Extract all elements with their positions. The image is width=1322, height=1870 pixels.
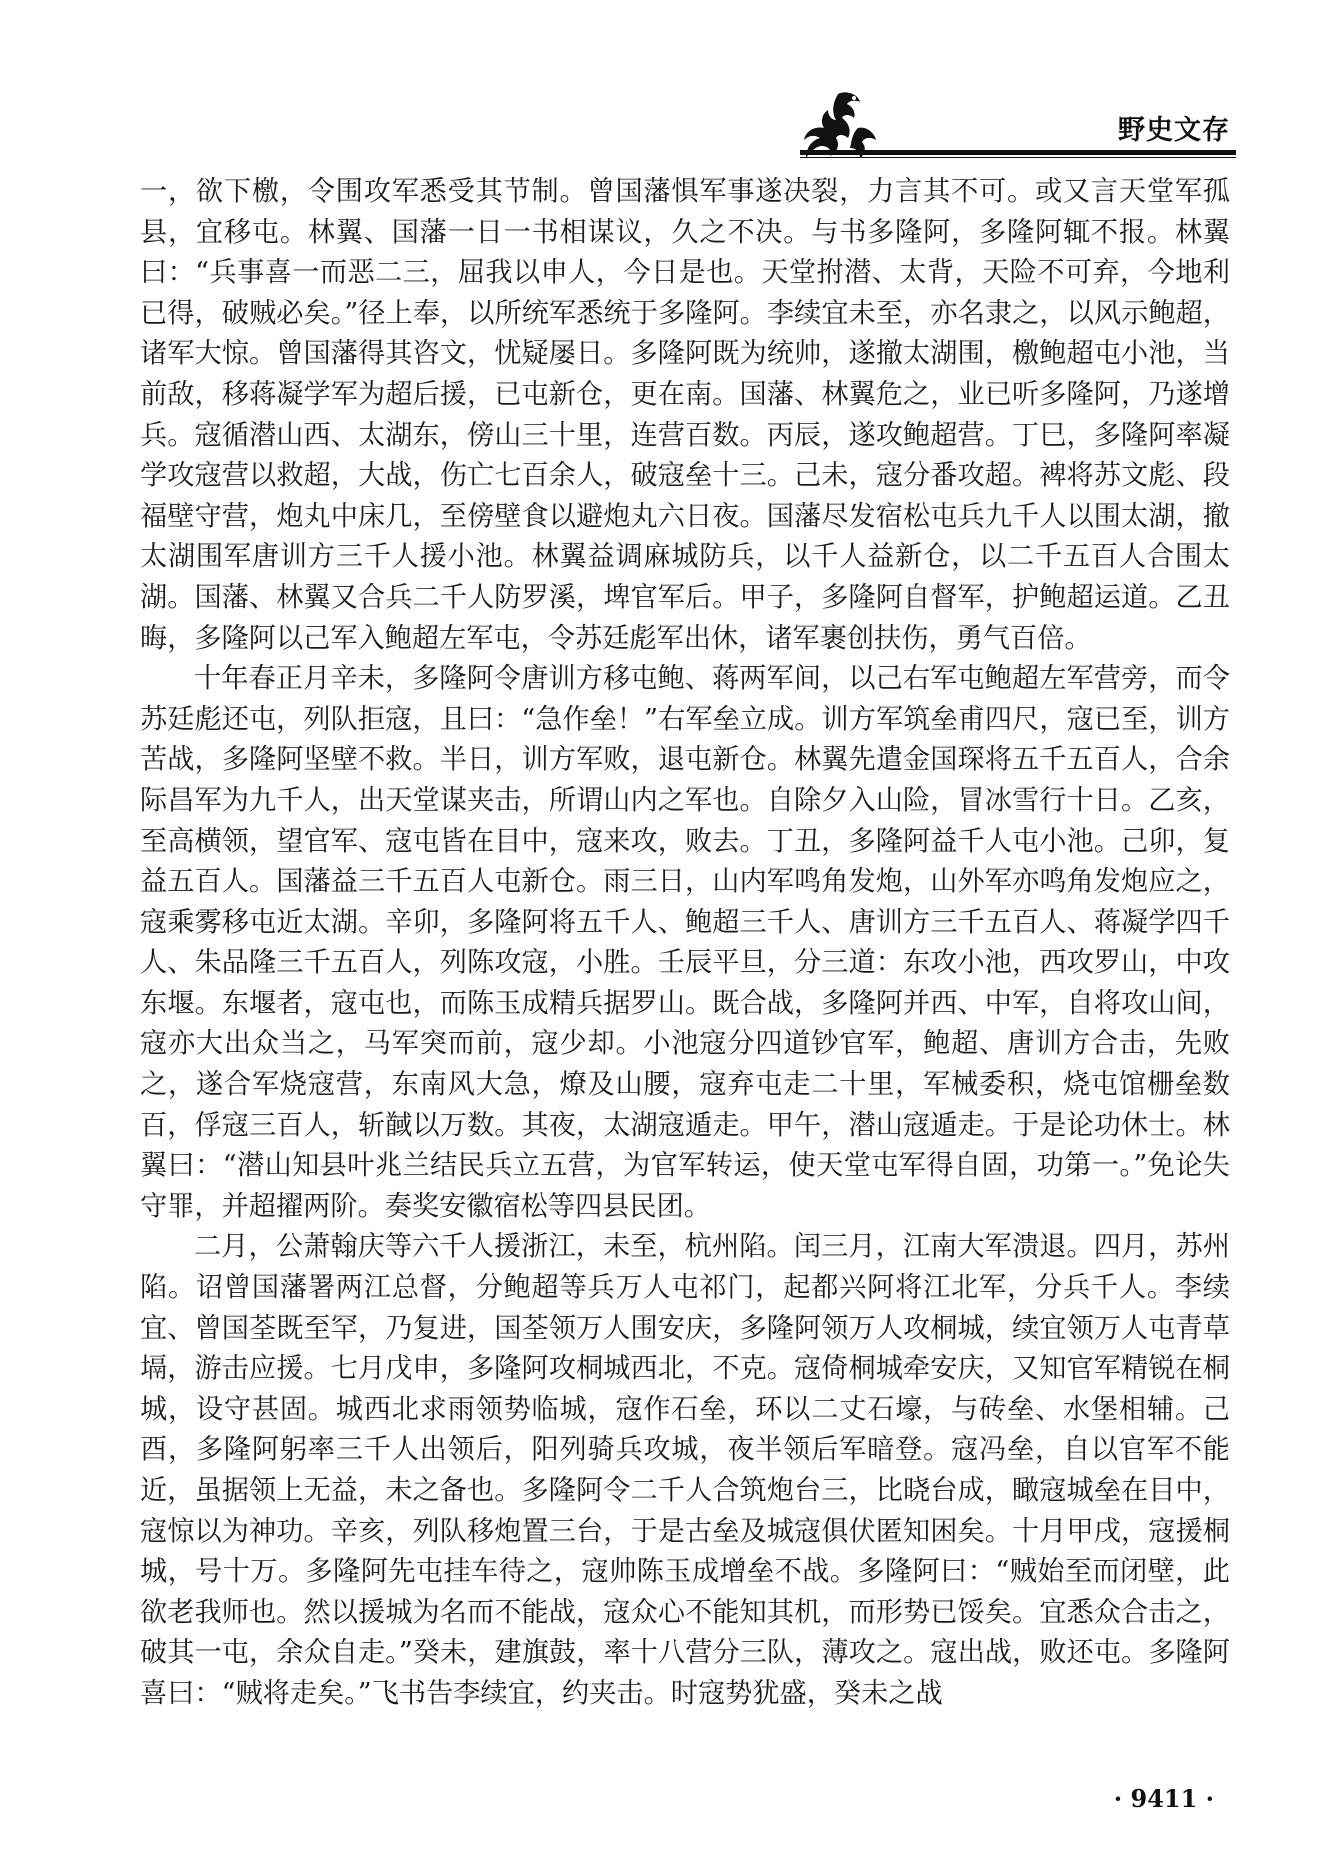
paragraph-2: 十年春正月辛未，多隆阿令唐训方移屯鲍、蒋两军间，以己右军屯鲍超左军营旁，而令苏廷彪还屯，列队拒寇，且曰：“急作垒！”右军垒立成。训方军筑垒甫四尺，寇已至，训方苦战，多隆阿坚壁不救。半日，训方军败，退屯新仓。林翼先遣金国琛将五千五百人，合余际昌军为九千人，出天堂谋夹击，所谓山内之军也。自除夕入山险，冒冰雪行十日。乙亥，至高横领，望官军、寇屯皆在目中，寇来攻，败去。丁丑，多隆阿益千人屯小池。己卯，复益五百人。国藩益三千五百人屯新仓。雨三日，山内军鸣角发炮，山外军亦鸣角发炮应之，寇乘雾移屯近太湖。辛卯，多隆阿将五千人、鲍超三千人、唐训方三千五百人、蒋凝学四千人、朱品隆三千五百人，列陈攻寇，小胜。壬辰平旦，分三道：东攻小池，西攻罗山，中攻东堰。东堰者，寇屯也，而陈玉成精兵据罗山。既合战，多隆阿并西、中军，自将攻山间，寇亦大出众当之，马军突而前，寇少却。小池寇分四道钞官军，鲍超、唐训方合击，先败之，遂合军烧寇营，东南风大急，燎及山腰，寇弃屯走二十里，军械委积，烧屯馆栅垒数百，俘寇三百人，斩馘以万数。其夜，太湖寇遁走。甲午，潜山寇遁走。于是论功休士。林翼曰：“潜山知县叶兆兰结民兵立五营，为官军转运，使天堂屯军得自固，功第一。”免论失守罪，并超擢两阶。奏奖安徽宿松等四县民团。 (140, 663, 1230, 1222)
body-text (140, 172, 1230, 1715)
paragraph-3: 二月，公萧翰庆等六千人援浙江，未至，杭州陷。闰三月，江南大军溃退。四月，苏州陷。诏曾国藩署两江总督，分鲍超等兵万人屯祁门，起都兴阿将江北军，分兵千人。李续宜、曾国荃既至罕，乃复进，国荃领万人围安庆，多隆阿领万人攻桐城，续宜领万人屯青草塥，游击应援。七月戊申，多隆阿攻桐城西北，不克。寇倚桐城牵安庆，又知官军精锐在桐城，设守甚固。城西北求雨领势临城，寇作石垒，环以二丈石壕，与砖垒、水堡相辅。己酉，多隆阿躬率三千人出领后，阳列骑兵攻城，夜半领后军暗登。寇冯垒，自以官军不能近，虽据领上无益，未之备也。多隆阿令二千人合筑炮台三，比晓台成，瞰寇城垒在目中，寇惊以为神功。辛亥，列队移炮置三台，于是古垒及城寇俱伏匿知困矣。十月甲戌，寇援桐城，号十万。多隆阿先屯挂车待之，寇帅陈玉成增垒不战。多隆阿曰：“贼始至而闭壁，此欲老我师也。然以援城为名而不能战，寇众心不能知其机，而形势已馁矣。宜悉众合击之，破其一屯，余众自走。”癸未，建旗鼓，率十八营分三队，薄攻之。寇出战，败还屯。多隆阿喜曰：“贼将走矣。”飞书告李续宜，约夹击。时寇势犹盛，癸未之战 (140, 1231, 1230, 1709)
header-rule-thin (800, 157, 1236, 158)
page-header (0, 0, 1322, 170)
page-number: · 9411 · (1113, 1784, 1214, 1813)
series-title: 野史文存 (1118, 115, 1230, 146)
paragraph-1: 一，欲下檄，令围攻军悉受其节制。曾国藩惧军事遂决裂，力言其不可。或又言天堂军孤县，宜移屯。林翼、国藩一日一书相谋议，久之不决。与书多隆阿，多隆阿辄不报。林翼曰：“兵事喜一而恶二三，屈我以申人，今日是也。天堂拊潜、太背，天险不可弃，今地利已得，破贼必矣。”径上奉，以所统军悉统于多隆阿。李续宜未至，亦名隶之，以风示鲍超，诸军大惊。曾国藩得其咨文，忧疑屡日。多隆阿既为统帅，遂撤太湖围，檄鲍超屯小池，当前敌，移蒋凝学军为超后援，已屯新仓，更在南。国藩、林翼危之，业已听多隆阿，乃遂增兵。寇循潜山西、太湖东，傍山三十里，连营百数。丙辰，遂攻鲍超营。丁巳，多隆阿率凝学攻寇营以救超，大战，伤亡七百余人，破寇垒十三。己未，寇分番攻超。裨将苏文彪、段福壁守营，炮丸中床几，至傍壁食以避炮丸六日夜。国藩尽发宿松屯兵九千人以围太湖，撤太湖围军唐训方三千人援小池。林翼益调麻城防兵，以千人益新仓，以二千五百人合围太湖。国藩、林翼又合兵二千人防罗溪，埤官军后。甲子，多隆阿自督军，护鲍超运道。乙丑晦，多隆阿以己军入鲍超左军屯，令苏廷彪军出休，诸军裹创扶伤，勇气百倍。 (140, 176, 1230, 654)
header-rule-thick (800, 150, 1236, 155)
